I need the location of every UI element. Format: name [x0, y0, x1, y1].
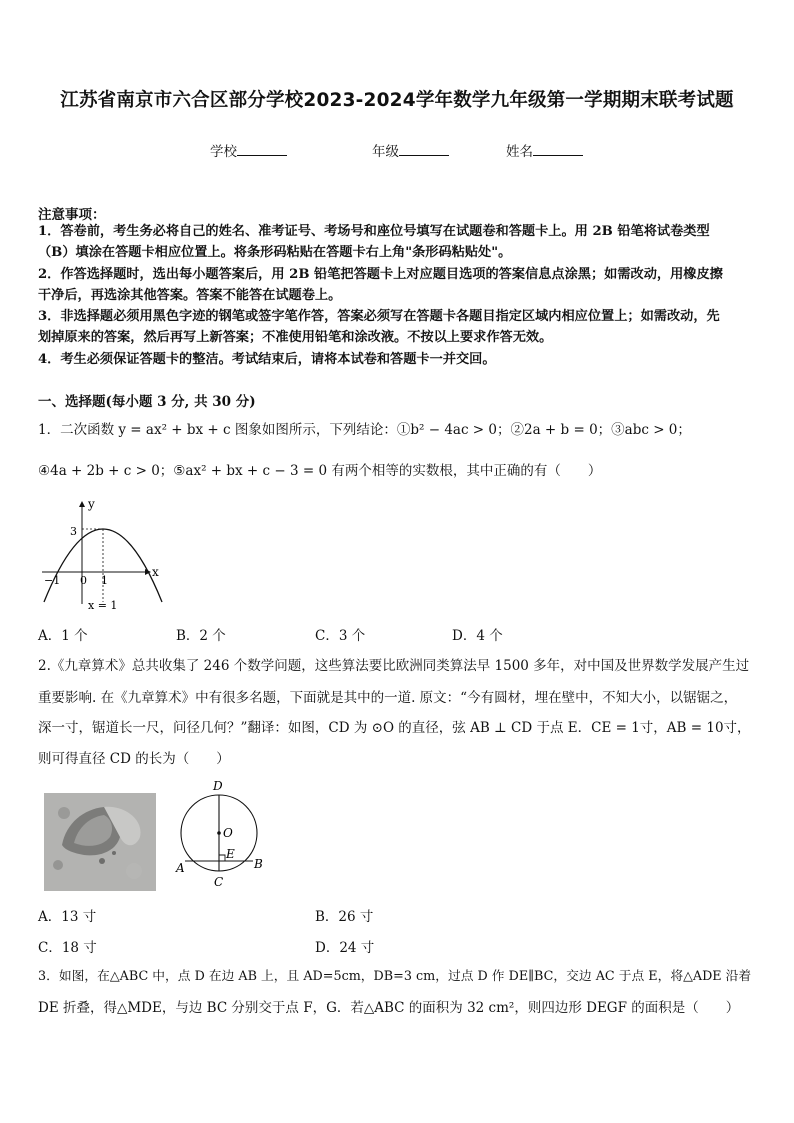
name-blank[interactable]: [533, 143, 583, 156]
school-blank[interactable]: [237, 143, 287, 156]
label-a: A: [176, 861, 185, 875]
one-label: 1: [101, 574, 108, 587]
q2-option-d[interactable]: D．24 寸: [315, 940, 375, 956]
grade-field: [372, 140, 449, 160]
x-axis-label: x: [152, 565, 159, 579]
label-o: O: [223, 826, 233, 840]
notice-line: 4．考生必须保证答题卡的整洁。考试结束后，请将本试卷和答题卡一并交回。: [38, 351, 496, 367]
q3-line1: 3．如图，在△ABC 中，点 D 在边 AB 上，且 AD=5cm，DB=3 cm，过点 D 作 DE∥BC，交边 AC 于点 E，将△ADE 沿着: [38, 969, 752, 984]
y-axis-label: y: [88, 497, 95, 511]
q2-line4: 则可得直径 CD 的长为（ ）: [38, 751, 230, 767]
q1-option-b[interactable]: B．2 个: [176, 628, 226, 644]
name-field: [506, 140, 583, 160]
notice-line: 3．非选择题必须用黑色字迹的钢笔或签字笔作答，答案必须写在答题卡各题目指定区域内相应位置上；如需改动，先: [38, 309, 720, 325]
y3-label: 3: [70, 525, 77, 538]
grade-blank[interactable]: [399, 143, 449, 156]
q1-line1: 1．二次函数 y = ax² + bx + c 图象如图所示，下列结论：①b² − 4ac > 0；②2a + b = 0；③abc > 0；: [38, 422, 691, 438]
symmetry-label: x = 1: [88, 599, 118, 612]
school-field: [210, 140, 287, 160]
grade-label: 年级: [372, 144, 399, 160]
q3-line2: DE 折叠，得△MDE，与边 BC 分别交于点 F，G．若△ABC 的面积为 32 cm²，则四边形 DEGF 的面积是（ ）: [38, 1000, 740, 1016]
label-b: B: [254, 857, 263, 871]
origin-label: 0: [80, 574, 87, 587]
right-angle-mark: [219, 855, 225, 861]
q1-option-a[interactable]: A．1 个: [38, 628, 88, 644]
name-label: 姓名: [506, 144, 533, 160]
school-label: 学校: [210, 144, 237, 160]
notice-line: 划掉原来的答案，然后再写上新答案；不准使用铅笔和涂改液。不按以上要求作答无效。: [38, 330, 553, 346]
buried-log-photo: [44, 793, 156, 891]
notice-line: （B）填涂在答题卡相应位置上。将条形码粘贴在答题卡右上角"条形码粘贴处"。: [38, 245, 512, 261]
page-title: 江苏省南京市六合区部分学校2023-2024学年数学九年级第一学期期末联考试题: [60, 90, 734, 111]
q1-parabola-graph: [38, 494, 170, 614]
notice-line: 1．答卷前，考生务必将自己的姓名、准考证号、考场号和座位号填写在试题卷和答题卡上。用 2B 铅笔将试卷类型: [38, 224, 710, 239]
q2-line3: 深一寸，锯道长一尺，问径几何？”翻译：如图，CD 为 ⊙O 的直径，弦 AB ⊥ CD 于点 E．CE = 1寸，AB = 10寸，: [38, 720, 751, 736]
label-d: D: [213, 779, 223, 793]
q2-option-a[interactable]: A．13 寸: [38, 909, 97, 925]
notice-heading: 注意事项：: [38, 207, 106, 223]
center-point: [217, 831, 221, 835]
notice-line: 2．作答选择题时，选出每小题答案后，用 2B 铅笔把答题卡上对应题目选项的答案信息点涂黑；如需改动，用橡皮擦: [38, 266, 723, 282]
q1-option-c[interactable]: C．3 个: [315, 628, 366, 644]
label-c: C: [214, 875, 224, 889]
q1-option-d[interactable]: D．4 个: [452, 628, 503, 644]
q2-line1: 2.《九章算术》总共收集了 246 个数学问题，这些算法要比欧洲同类算法早 1500 多年，对中国及世界数学发展产生过: [38, 658, 750, 674]
q2-circle-figure: [172, 776, 272, 892]
q2-line2: 重要影响. 在《九章算术》中有很多名题，下面就是其中的一道. 原文：“今有圆材，埋在壁中，不知大小，以锯锯之，: [38, 690, 738, 706]
notice-block: [38, 221, 723, 370]
label-e: E: [226, 847, 235, 861]
q2-option-b[interactable]: B．26 寸: [315, 909, 374, 925]
neg1-label: −1: [44, 574, 61, 587]
section-heading: 一、选择题(每小题 3 分, 共 30 分): [38, 394, 256, 410]
q1-line2: ④4a + 2b + c > 0；⑤ax² + bx + c − 3 = 0 有两个相等的实数根，其中正确的有（ ）: [38, 463, 602, 479]
notice-line: 干净后，再选涂其他答案。答案不能答在试题卷上。: [38, 287, 342, 303]
q2-option-c[interactable]: C．18 寸: [38, 940, 97, 956]
